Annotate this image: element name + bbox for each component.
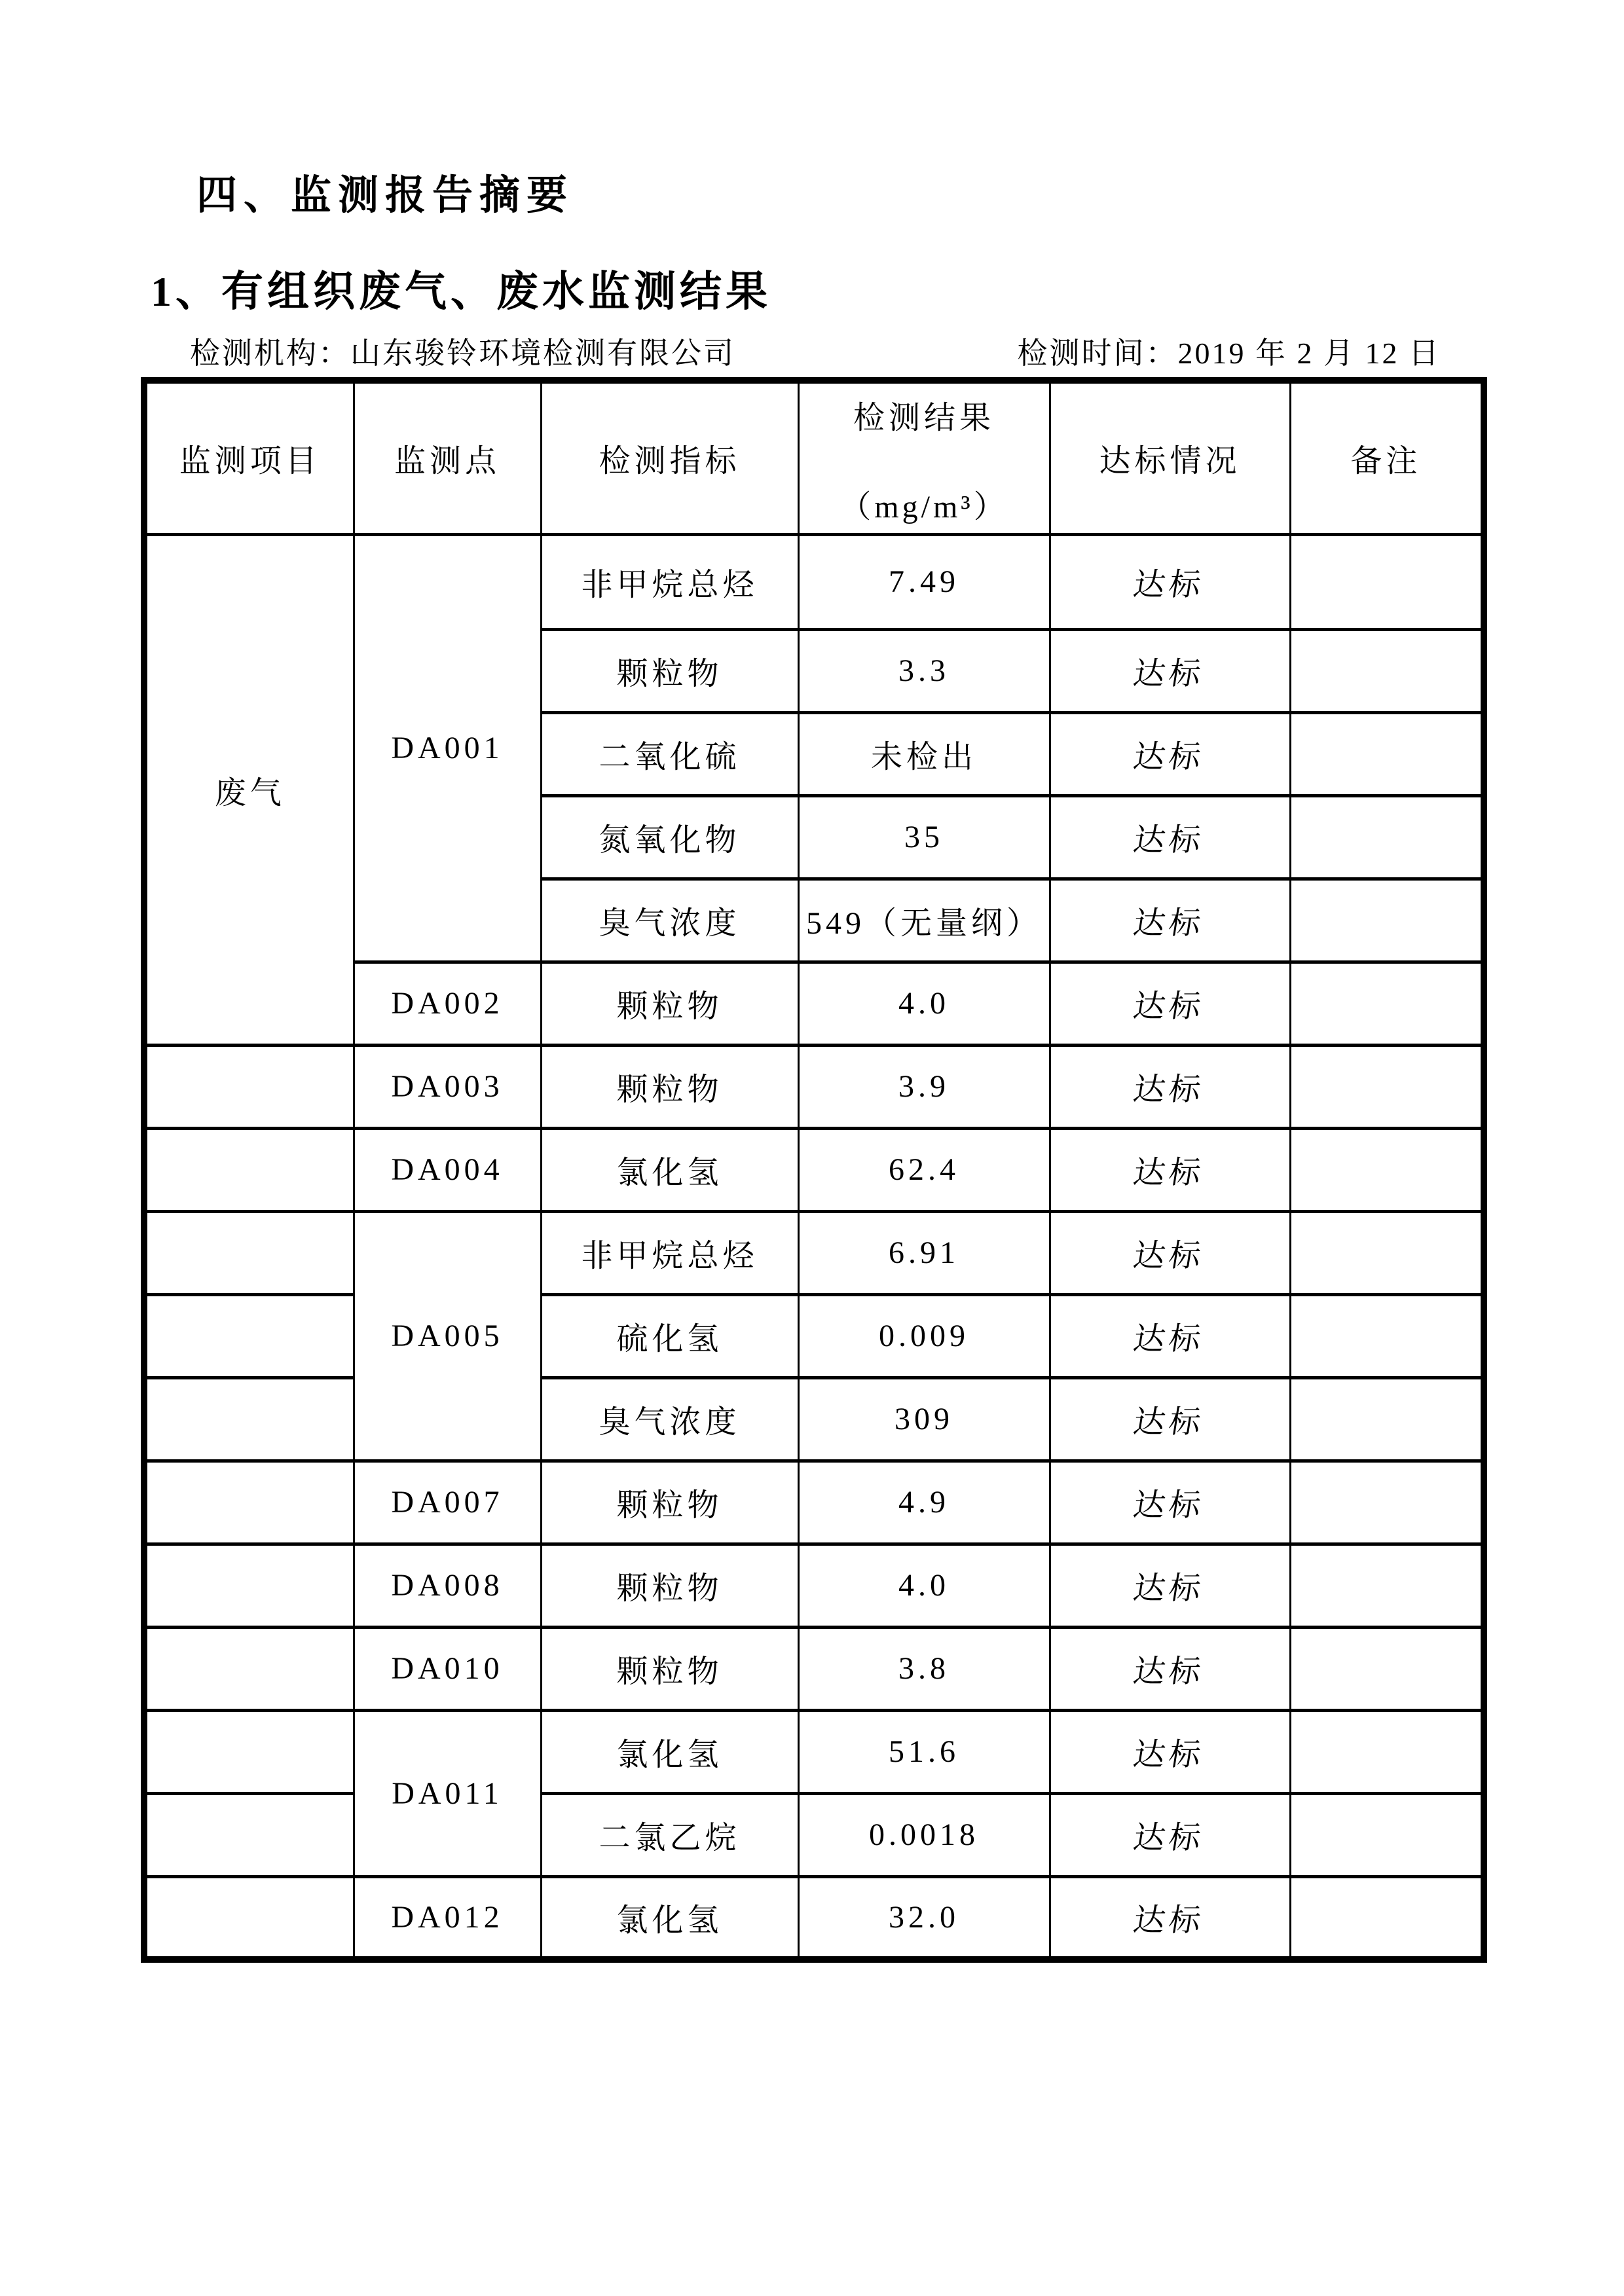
cell-point: DA007 [354, 1461, 541, 1544]
cell-remark [1290, 1876, 1484, 1959]
cell-result: 4.0 [798, 1544, 1050, 1627]
cell-result: 35 [798, 795, 1050, 879]
cell-remark [1290, 1793, 1484, 1876]
header-remark: 备注 [1290, 380, 1484, 534]
cell-result: 未检出 [798, 712, 1050, 795]
cell-item [144, 1793, 354, 1876]
cell-indicator: 二氯乙烷 [541, 1793, 798, 1876]
status-text: 达标 [1131, 1405, 1208, 1440]
header-result-line2: （mg/m³） [840, 490, 1008, 525]
cell-status [1050, 1710, 1290, 1793]
cell-indicator: 氯化氢 [541, 1710, 798, 1793]
cell-result: 0.009 [798, 1294, 1050, 1377]
cell-indicator: 氯化氢 [541, 1128, 798, 1211]
status-text: 达标 [1131, 1738, 1208, 1772]
status-text: 达标 [1131, 1571, 1208, 1606]
status-text: 达标 [1131, 1488, 1208, 1523]
table-row [144, 1128, 1484, 1211]
cell-indicator: 臭气浓度 [541, 879, 798, 962]
cell-result: 549（无量纲） [798, 879, 1050, 962]
meta-row [190, 338, 1441, 369]
cell-status [1050, 1128, 1290, 1211]
header-result [798, 380, 1050, 534]
status-text: 达标 [1131, 1239, 1208, 1273]
cell-item [144, 1544, 354, 1627]
status-text: 达标 [1131, 989, 1208, 1024]
cell-remark [1290, 795, 1484, 879]
cell-point: DA001 [354, 534, 541, 962]
cell-indicator: 氮氧化物 [541, 795, 798, 879]
cell-indicator: 臭气浓度 [541, 1377, 798, 1461]
cell-remark [1290, 1128, 1484, 1211]
table-row [144, 1294, 1484, 1377]
cell-result: 4.0 [798, 962, 1050, 1045]
subsection-title: 1、有组织废气、废水监测结果 [151, 268, 771, 315]
cell-status [1050, 1876, 1290, 1959]
cell-status [1050, 795, 1290, 879]
section-title: 四、监测报告摘要 [196, 173, 574, 218]
cell-status [1050, 1377, 1290, 1461]
table-row [144, 1211, 1484, 1294]
header-result-lines [800, 386, 1049, 530]
cell-point: DA011 [354, 1710, 541, 1876]
cell-item [144, 1045, 354, 1128]
cell-remark [1290, 629, 1484, 712]
cell-indicator: 颗粒物 [541, 1627, 798, 1710]
cell-point: DA003 [354, 1045, 541, 1128]
cell-status [1050, 962, 1290, 1045]
table-row [144, 1045, 1484, 1128]
cell-point: DA008 [354, 1544, 541, 1627]
cell-status [1050, 1294, 1290, 1377]
table-row [144, 534, 1484, 629]
cell-item [144, 1876, 354, 1959]
cell-remark [1290, 1710, 1484, 1793]
cell-remark [1290, 534, 1484, 629]
cell-item [144, 1211, 354, 1294]
cell-indicator: 氯化氢 [541, 1876, 798, 1959]
header-item: 监测项目 [144, 380, 354, 534]
cell-result: 51.6 [798, 1710, 1050, 1793]
cell-remark [1290, 1045, 1484, 1128]
cell-indicator: 颗粒物 [541, 962, 798, 1045]
table-row [144, 1627, 1484, 1710]
cell-remark [1290, 1294, 1484, 1377]
cell-remark [1290, 1627, 1484, 1710]
cell-result: 4.9 [798, 1461, 1050, 1544]
status-text: 达标 [1131, 1072, 1208, 1107]
cell-indicator: 颗粒物 [541, 1461, 798, 1544]
cell-result: 3.8 [798, 1627, 1050, 1710]
status-text: 达标 [1131, 1322, 1208, 1357]
status-text: 达标 [1131, 1654, 1208, 1689]
cell-item [144, 1377, 354, 1461]
table-row [144, 1876, 1484, 1959]
cell-indicator: 二氧化硫 [541, 712, 798, 795]
status-text: 达标 [1131, 1903, 1208, 1938]
cell-result: 309 [798, 1377, 1050, 1461]
cell-indicator: 非甲烷总烃 [541, 1211, 798, 1294]
cell-item [144, 1294, 354, 1377]
cell-indicator: 颗粒物 [541, 1045, 798, 1128]
cell-item [144, 1128, 354, 1211]
cell-item [144, 1461, 354, 1544]
cell-point: DA010 [354, 1627, 541, 1710]
cell-item [144, 1627, 354, 1710]
status-text: 达标 [1131, 906, 1208, 941]
cell-indicator: 颗粒物 [541, 629, 798, 712]
status-text: 达标 [1131, 823, 1208, 858]
test-time-text: 检测时间：2019 年 2 月 12 日 [1017, 337, 1441, 370]
status-text: 达标 [1131, 1156, 1208, 1190]
table-row [144, 1793, 1484, 1876]
cell-status [1050, 879, 1290, 962]
table-row [144, 1461, 1484, 1544]
cell-remark [1290, 962, 1484, 1045]
cell-result: 6.91 [798, 1211, 1050, 1294]
cell-status [1050, 1627, 1290, 1710]
status-text: 达标 [1131, 740, 1208, 774]
cell-status [1050, 712, 1290, 795]
results-table [141, 377, 1487, 1963]
cell-item: 废气 [144, 534, 354, 1045]
cell-result: 62.4 [798, 1128, 1050, 1211]
cell-status [1050, 1793, 1290, 1876]
cell-point: DA012 [354, 1876, 541, 1959]
cell-result: 7.49 [798, 534, 1050, 629]
cell-remark [1290, 1544, 1484, 1627]
cell-result: 3.9 [798, 1045, 1050, 1128]
table-row [144, 1377, 1484, 1461]
cell-indicator: 非甲烷总烃 [541, 534, 798, 629]
header-result-line1: 检测结果 [853, 401, 995, 436]
cell-status [1050, 1211, 1290, 1294]
cell-point: DA005 [354, 1211, 541, 1461]
status-text: 达标 [1131, 568, 1208, 602]
cell-point: DA002 [354, 962, 541, 1045]
cell-status [1050, 1461, 1290, 1544]
cell-remark [1290, 879, 1484, 962]
cell-point: DA004 [354, 1128, 541, 1211]
cell-remark [1290, 1211, 1484, 1294]
cell-remark [1290, 712, 1484, 795]
status-text: 达标 [1131, 657, 1208, 691]
table-header-row [144, 380, 1484, 534]
header-point: 监测点 [354, 380, 541, 534]
cell-result: 0.0018 [798, 1793, 1050, 1876]
cell-status [1050, 1544, 1290, 1627]
cell-indicator: 硫化氢 [541, 1294, 798, 1377]
cell-status [1050, 629, 1290, 712]
header-status: 达标情况 [1050, 380, 1290, 534]
cell-result: 32.0 [798, 1876, 1050, 1959]
cell-status [1050, 534, 1290, 629]
cell-indicator: 颗粒物 [541, 1544, 798, 1627]
table-row [144, 1710, 1484, 1793]
cell-remark [1290, 1461, 1484, 1544]
status-text: 达标 [1131, 1821, 1208, 1855]
agency-text: 检测机构：山东骏铃环境检测有限公司 [190, 337, 735, 370]
header-indicator: 检测指标 [541, 380, 798, 534]
cell-status [1050, 1045, 1290, 1128]
cell-item [144, 1710, 354, 1793]
table-row [144, 1544, 1484, 1627]
cell-remark [1290, 1377, 1484, 1461]
cell-result: 3.3 [798, 629, 1050, 712]
